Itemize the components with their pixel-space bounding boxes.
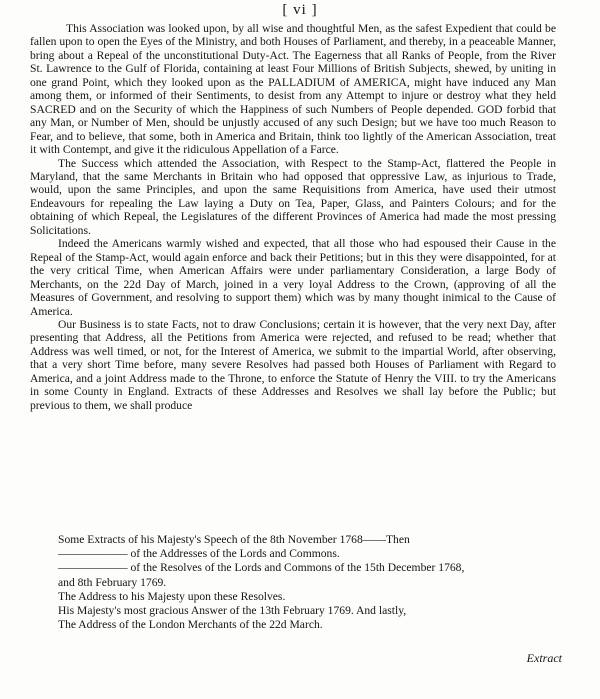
extract-line-4: and 8th February 1769. [58,575,167,589]
extract-line-6: His Majesty's most gracious Answer of the 13th February 1769. And lastly, [58,604,407,618]
extract-line-2: —————— of the Addresses of the Lords and Commons. [58,547,340,561]
paragraph-1: This Association was looked upon, by all wise and thoughtful Men, as the safest Expedient that could be fallen upon to open the Eyes of the Ministry, and both Houses of Parliament, and thereby, in a peaceable Manner, bring about a Repeal of the unconstitutional Duty-Act. The Eagerness that all Ranks of People, from the River St. Lawrence to the Gulf of Florida, containing at least Four Millions of British Subjects, shewed, by uniting in one grand Point, which they looked upon as the PALLADIUM of AMERICA, might have induced any Man among them, or informed of their Sentiments, to desist from any Attempt to injure or destroy what they held SACRED and on the Security of which the Happiness of such Numbers of People depended. GOD forbid that any Man, or Number of Men, should be unjustly accused of any such Design; but we have too much Reason to Fear, and to believe, that some, both in America and Britain, think too lightly of the American Association, treat it with Contempt, and give it the ridiculous Appellation of a Farce. [30,22,556,157]
body-text [30,22,556,412]
catchword: Extract [526,651,562,665]
paragraph-4: Our Business is to state Facts, not to draw Conclusions; certain it is however, that the very next Day, after presenting that Address, all the Petitions from America were rejected, and refused to be read; whether that Address was well timed, or not, for the Interest of America, we submit to the impartial World, after observing, that a very short Time before, many severe Resolves had passed both Houses of Parliament with Regard to America, and a joint Address made to the Throne, to enforce the Statute of Henry the VIII. to try the Americans in some County in England. Extracts of these Addresses and Resolves we shall lay before the Public; but previous to them, we shall produce [30,317,556,412]
extracts-list [58,533,558,632]
extract-line-1: Some Extracts of his Majesty's Speech of the 8th November 1768——Then [58,533,410,546]
extract-line-7: The Address of the London Merchants of the 22d March. [58,618,323,632]
paragraph-2: The Success which attended the Association, with Respect to the Stamp-Act, flattered the People in Maryland, that the same Merchants in Britain who had opposed that oppressive Law, as injurious to Trade, would, upon the same Principles, and upon the same Requisitions from America, have used their utmost Endeavours for repealing the Law laying a Duty on Tea, Paper, Glass, and Painters Colours; and for the obtaining of which Repeal, the Legislatures of the different Provinces of America had made the most pressing Solicitations. [30,156,556,237]
page-number: [ vi ] [282,2,318,18]
paragraph-3: Indeed the Americans warmly wished and expected, that all those who had espoused their Cause in the Repeal of the Stamp-Act, would again enforce and back their Petitions; but in this they were disappointed, for at the very critical Time, when American Affairs were under parliamentary Consideration, a large Body of Merchants, on the 22d Day of March, joined in a very loyal Address to the Crown, (approving of all the Measures of Government, and resolving to support them) which was by many thought inimical to the Cause of America. [30,237,556,318]
extract-line-3: —————— of the Resolves of the Lords and Commons of the 15th December 1768, [58,561,465,575]
extract-line-5: The Address to his Majesty upon these Resolves. [58,589,286,603]
